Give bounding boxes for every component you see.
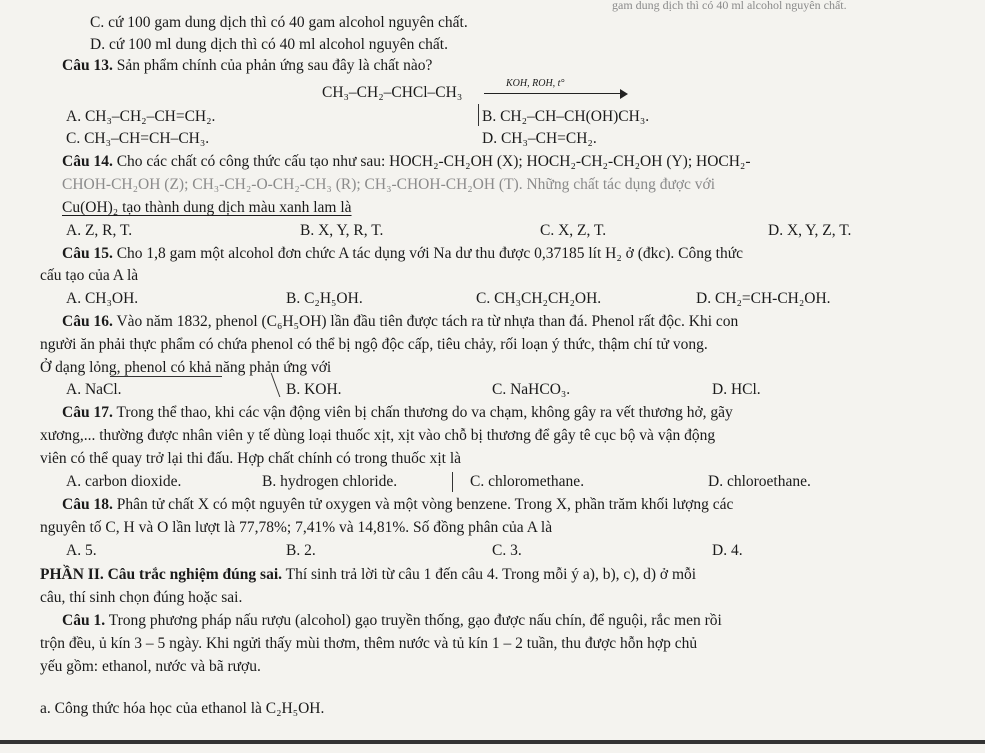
q18-stem-line2: nguyên tố C, H và O lần lượt là 77,78%; 7,41% và 14,81%. Số đồng phân của A là — [40, 519, 553, 536]
q12-option-c: C. cứ 100 gam dung dịch thì có 40 gam alcohol nguyên chất. — [90, 14, 468, 31]
q13-option-d: D. CH₃–CH=CH₂. — [482, 130, 597, 147]
q15-stem-line2: cấu tạo của A là — [40, 267, 139, 284]
q13-label: Câu 13. — [62, 57, 113, 74]
page-bottom-rule — [0, 740, 985, 744]
q14-stem-line1 — [62, 153, 751, 171]
reaction-condition: KOH, ROH, t° — [506, 78, 565, 89]
q17-stem-line3: viên có thể quay trở lại thi đấu. Hợp chất chính có trong thuốc xịt là — [40, 450, 462, 467]
p2q1-statement-a: a. Công thức hóa học của ethanol là C₂H₅OH. — [40, 700, 325, 717]
q14-option-b: B. X, Y, R, T. — [300, 222, 384, 239]
q17-option-d: D. chloroethane. — [708, 473, 811, 490]
q14-option-a: A. Z, R, T. — [66, 222, 133, 239]
q16-stem-line2: người ăn phải thực phẩm có chứa phenol có thể bị ngộ độc cấp, tiêu chảy, rối loạn ý thức, thậm chí tử vong. — [40, 336, 708, 353]
top-fragment: gam dung dịch thì có 40 ml alcohol nguyên chất. — [612, 0, 847, 12]
q18-option-d: D. 4. — [712, 542, 743, 559]
q14-line1: Cho các chất có công thức cấu tạo như sau: HOCH₂-CH₂OH (X); HOCH₂-CH₂-CH₂OH (Y); HOCH₂- — [116, 153, 751, 170]
q16-stem-line1 — [62, 313, 738, 331]
q13-text: Sản phẩm chính của phản ứng sau đây là chất nào? — [116, 57, 433, 74]
q18-option-b: B. 2. — [286, 542, 316, 559]
q15-option-b: B. C₂H₅OH. — [286, 290, 363, 307]
pen-mark — [478, 104, 480, 126]
q15-line1: Cho 1,8 gam một alcohol đơn chức A tác dụng với Na dư thu được 0,37185 lít H₂ ở (đkc). Công thức — [116, 245, 743, 262]
q17-label: Câu 17. — [62, 404, 113, 421]
q15-option-a: A. CH₃OH. — [66, 290, 139, 307]
q14-option-c: C. X, Z, T. — [540, 222, 607, 239]
q16-option-a: A. NaCl. — [66, 381, 122, 398]
q16-option-d: D. HCl. — [712, 381, 761, 398]
part2-intro-line2: câu, thí sinh chọn đúng hoặc sai. — [40, 589, 243, 606]
part2-intro-line1 — [40, 566, 696, 584]
q13-option-c: C. CH₃–CH=CH–CH₃. — [66, 130, 210, 147]
p2q1-stem-line1 — [62, 612, 722, 630]
q14-stem-line2: CHOH-CH₂OH (Z); CH₃-CH₂-O-CH₂-CH₃ (R); CH₃-CHOH-CH₂OH (T). Những chất tác dụng được với — [62, 176, 716, 193]
q18-option-c: C. 3. — [492, 542, 522, 559]
q17-option-a: A. carbon dioxide. — [66, 473, 182, 490]
q16-stem-line3: Ở dạng lỏng, phenol có khả năng phản ứng với — [40, 359, 332, 376]
pen-mark-2 — [452, 472, 453, 492]
q18-label: Câu 18. — [62, 496, 113, 513]
q14-line3: Cu(OH)₂ tạo thành dung dịch màu xanh lam là — [62, 199, 352, 216]
q14-label: Câu 14. — [62, 153, 113, 170]
p2q1-label: Câu 1. — [62, 612, 106, 629]
q17-stem-line1 — [62, 404, 733, 422]
q16-option-b: B. KOH. — [286, 381, 342, 398]
q17-option-c: C. chloromethane. — [470, 473, 585, 490]
q14-stem-line3 — [62, 199, 352, 217]
q18-stem-line1 — [62, 496, 733, 514]
q17-option-b: B. hydrogen chloride. — [262, 473, 398, 490]
q12-option-d: D. cứ 100 ml dung dịch thì có 40 ml alcohol nguyên chất. — [90, 36, 448, 53]
part2-intro1: Thí sinh trả lời từ câu 1 đến câu 4. Trong mỗi ý a), b), c), d) ở mỗi — [285, 566, 697, 583]
q15-stem-line1 — [62, 245, 743, 263]
p2q1-stem-line2: trộn đều, ủ kín 3 – 5 ngày. Khi ngửi thấy mùi thơm, thêm nước và tủ kín 1 – 2 tuần, thu được hỗn hợp chủ — [40, 635, 698, 652]
q13-reactant: CH₃–CH₂–CHCl–CH₃ — [322, 84, 463, 101]
q15-label: Câu 15. — [62, 245, 113, 262]
p2q1-stem-line3: yếu gồm: ethanol, nước và bã rượu. — [40, 658, 261, 675]
reaction-arrow — [484, 80, 634, 102]
q13-stem — [62, 57, 432, 75]
q15-option-c: C. CH₃CH₂CH₂OH. — [476, 290, 602, 307]
q17-stem-line2: xương,... thường được nhân viên y tế dùng loại thuốc xịt, xịt vào chỗ bị thương để gây tê cục bộ và vận động — [40, 427, 716, 444]
q16-label: Câu 16. — [62, 313, 113, 330]
q13-option-a: A. CH₃–CH₂–CH=CH₂. — [66, 108, 216, 125]
pen-underline — [110, 376, 222, 377]
q16-option-c: C. NaHCO₃. — [492, 381, 571, 398]
q18-option-a: A. 5. — [66, 542, 97, 559]
q14-option-d: D. X, Y, Z, T. — [768, 222, 852, 239]
q15-option-d: D. CH₂=CH-CH₂OH. — [696, 290, 831, 307]
q17-line1: Trong thể thao, khi các vận động viên bị chấn thương do va chạm, không gây ra vết thương hở, gãy — [116, 404, 733, 421]
p2q1-line1: Trong phương pháp nấu rượu (alcohol) gạo truyền thống, gạo được nấu chín, để nguội, rắc men rồi — [108, 612, 722, 629]
q16-line1: Vào năm 1832, phenol (C₆H₅OH) lần đầu tiên được tách ra từ nhựa than đá. Phenol rất độc. Khi con — [116, 313, 739, 330]
q18-line1: Phân tử chất X có một nguyên tử oxygen và một vòng benzene. Trong X, phần trăm khối lượng các — [116, 496, 734, 513]
q13-option-b: B. CH₂–CH–CH(OH)CH₃. — [482, 108, 650, 125]
part2-heading: PHẦN II. Câu trắc nghiệm đúng sai. — [40, 566, 282, 583]
